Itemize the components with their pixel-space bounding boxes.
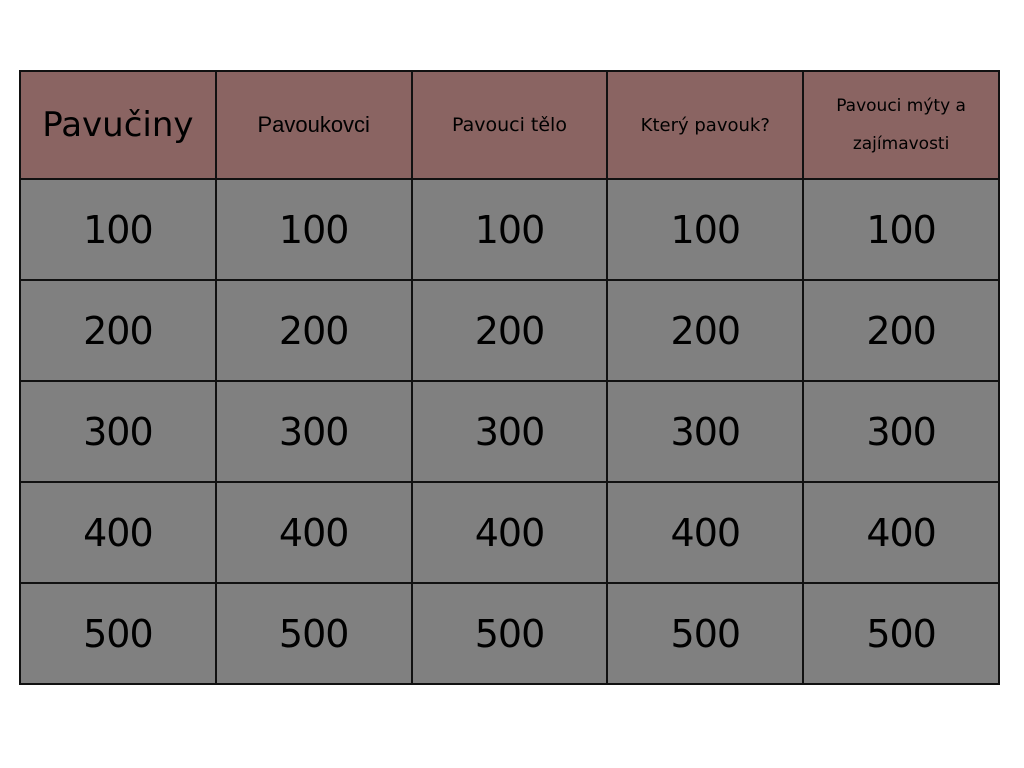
value-row-400 bbox=[20, 482, 999, 583]
question-cell[interactable]: 400 bbox=[216, 482, 412, 583]
question-cell[interactable]: 300 bbox=[803, 381, 999, 482]
question-cell[interactable]: 100 bbox=[803, 179, 999, 280]
question-cell[interactable]: 300 bbox=[216, 381, 412, 482]
question-cell[interactable]: 400 bbox=[20, 482, 216, 583]
value-row-200 bbox=[20, 280, 999, 381]
value-row-300 bbox=[20, 381, 999, 482]
question-cell[interactable]: 100 bbox=[20, 179, 216, 280]
category-header-pavuciny: Pavučiny bbox=[20, 71, 216, 179]
question-cell[interactable]: 500 bbox=[20, 583, 216, 684]
question-cell[interactable]: 200 bbox=[20, 280, 216, 381]
category-header-ktery-pavouk: Který pavouk? bbox=[607, 71, 803, 179]
category-row bbox=[20, 71, 999, 179]
question-cell[interactable]: 300 bbox=[20, 381, 216, 482]
question-cell[interactable]: 500 bbox=[803, 583, 999, 684]
category-header-pavoukovci: Pavoukovci bbox=[216, 71, 412, 179]
question-cell[interactable]: 400 bbox=[803, 482, 999, 583]
jeopardy-board bbox=[19, 70, 1000, 685]
question-cell[interactable]: 500 bbox=[216, 583, 412, 684]
question-cell[interactable]: 300 bbox=[607, 381, 803, 482]
category-header-pavouci-telo: Pavouci tělo bbox=[412, 71, 608, 179]
question-cell[interactable]: 400 bbox=[412, 482, 608, 583]
question-cell[interactable]: 200 bbox=[216, 280, 412, 381]
question-cell[interactable]: 200 bbox=[412, 280, 608, 381]
category-header-pavouci-myty: Pavouci mýty a zajímavosti bbox=[803, 71, 999, 179]
question-cell[interactable]: 500 bbox=[607, 583, 803, 684]
question-cell[interactable]: 200 bbox=[607, 280, 803, 381]
question-cell[interactable]: 500 bbox=[412, 583, 608, 684]
question-cell[interactable]: 100 bbox=[412, 179, 608, 280]
question-cell[interactable]: 100 bbox=[216, 179, 412, 280]
question-cell[interactable]: 400 bbox=[607, 482, 803, 583]
value-row-500 bbox=[20, 583, 999, 684]
question-cell[interactable]: 300 bbox=[412, 381, 608, 482]
question-cell[interactable]: 200 bbox=[803, 280, 999, 381]
value-row-100 bbox=[20, 179, 999, 280]
question-cell[interactable]: 100 bbox=[607, 179, 803, 280]
